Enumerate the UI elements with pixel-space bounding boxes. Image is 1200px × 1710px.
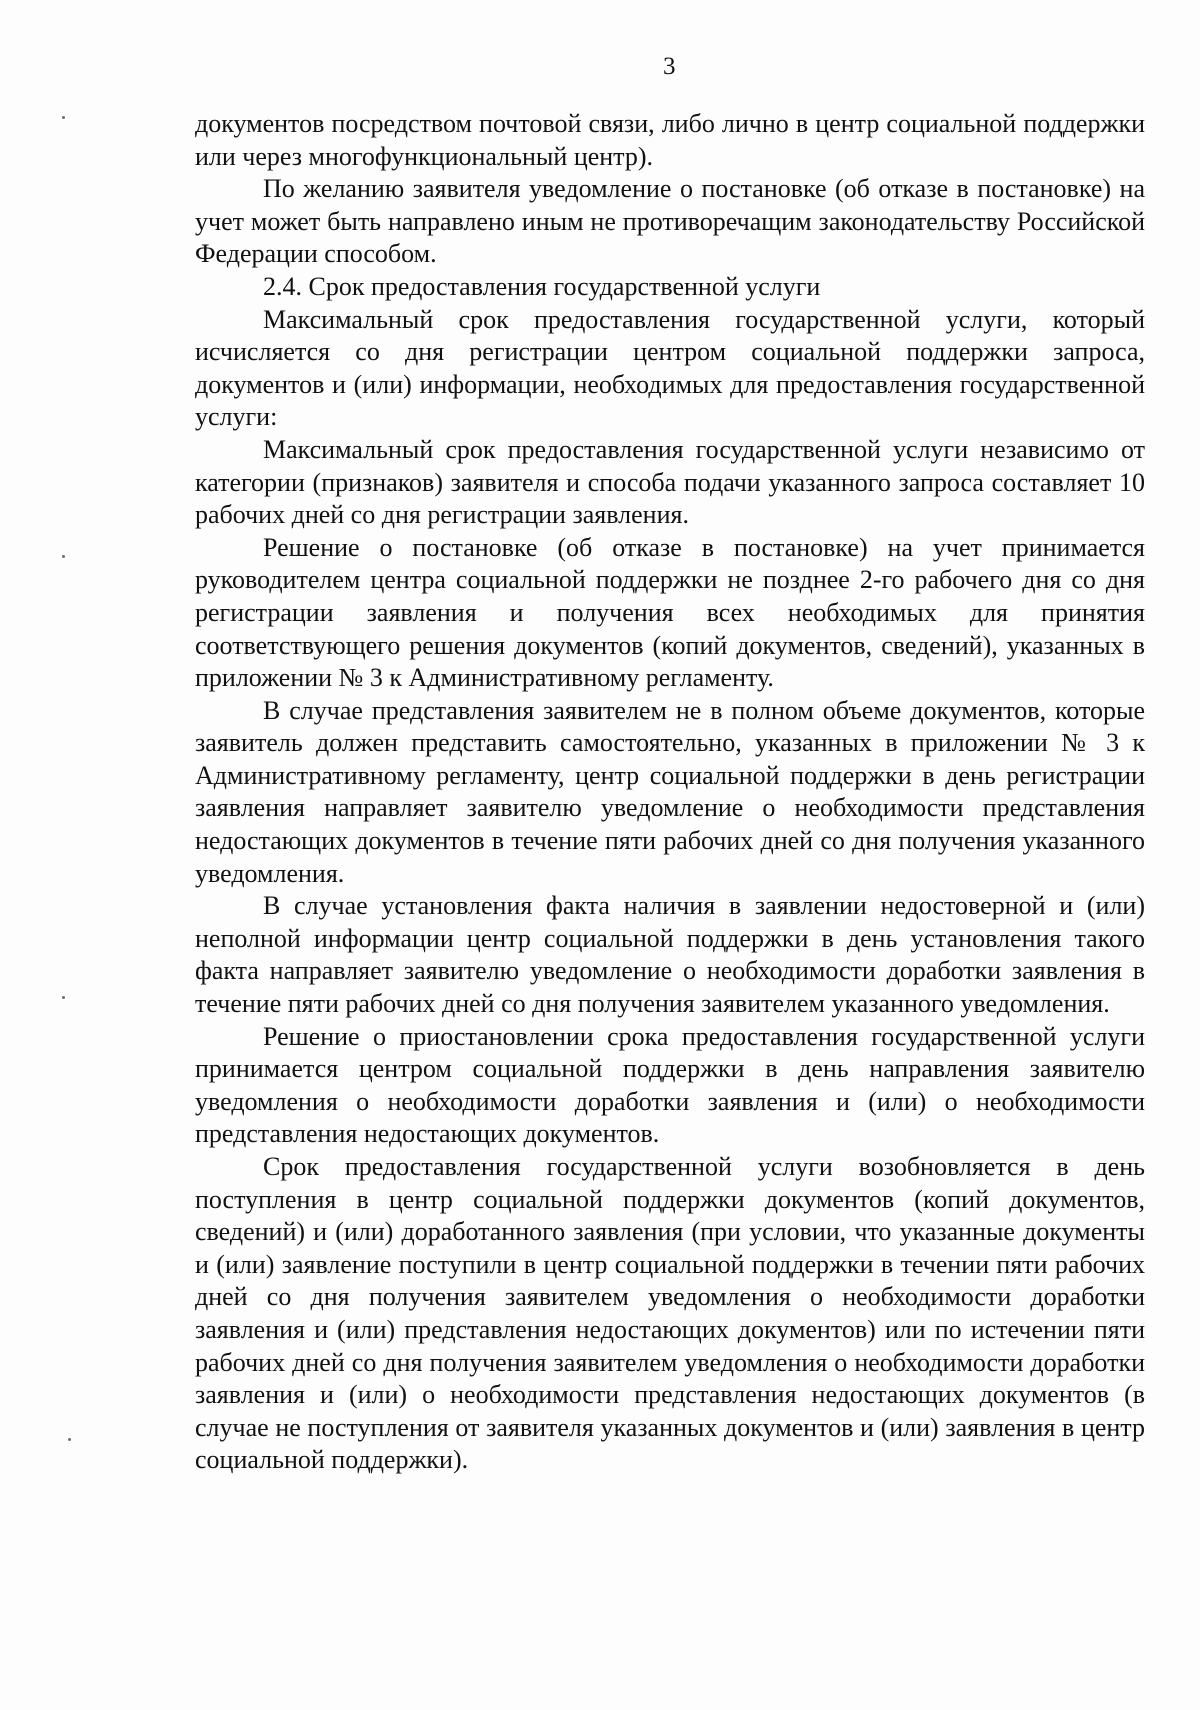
scan-speck <box>62 116 65 119</box>
paragraph-max-term-intro: Максимальный срок предоставления государственной услуги, который исчисляется со дня регистрации центром социальной поддержки запроса, документов и (или) информации, необходимых для предоставления государственной услуги: <box>195 304 1145 432</box>
scan-speck <box>62 996 65 999</box>
scan-speck <box>62 555 65 558</box>
page-number: 3 <box>663 53 676 80</box>
paragraph-suspension-decision: Решение о приостановлении срока предоставления государственной услуги принимается центром социальной поддержки в день направления заявителю уведомления о необходимости доработки заявления и (или) о необходимости представления недостающих документов. <box>195 1021 1145 1149</box>
paragraph-decision-registration: Решение о постановке (об отказе в постановке) на учет принимается руководителем центра социальной поддержки не позднее 2-го рабочего дня со дня регистрации заявления и получения всех необходимых для принятия соответствующего решения документов (копий документов, сведений), указанных в приложении № 3 к Административному регламенту. <box>195 532 1145 693</box>
paragraph-inaccurate-information: В случае установления факта наличия в заявлении недостоверной и (или) неполной информации центр социальной поддержки в день установления такого факта направляет заявителю уведомление о необходимости доработки заявления в течение пяти рабочих дней со дня получения заявителем указанного уведомления. <box>195 891 1145 1019</box>
paragraph-continuation: документов посредством почтовой связи, либо лично в центр социальной поддержки или через многофункциональный центр). <box>195 109 1145 171</box>
paragraph-notification-method: По желанию заявителя уведомление о постановке (об отказе в постановке) на учет может быть направлено иным не противоречащим законодательству Российской Федерации способом. <box>195 174 1145 269</box>
scan-speck <box>68 1438 71 1441</box>
document-body <box>195 108 1145 1477</box>
paragraph-incomplete-documents: В случае представления заявителем не в полном объеме документов, которые заявитель должен представить самостоятельно, указанных в приложении № 3 к Административному регламенту, центр социальной поддержки в день регистрации заявления направляет заявителю уведомление о необходимости представления недостающих документов в течение пяти рабочих дней со дня получения указанного уведомления. <box>195 695 1145 888</box>
paragraph-max-term-days: Максимальный срок предоставления государственной услуги независимо от категории (признаков) заявителя и способа подачи указанного запроса составляет 10 рабочих дней со дня регистрации заявления. <box>195 434 1145 530</box>
paragraph-term-resumption: Срок предоставления государственной услуги возобновляется в день поступления в центр социальной поддержки документов (копий документов, сведений) и (или) доработанного заявления (при условии, что указанные документы и (или) заявление поступили в центр социальной поддержки в течении пяти рабочих дней со дня получения заявителем уведомления о необходимости доработки заявления и (или) представления недостающих документов) или по истечении пяти рабочих дней со дня получения заявителем уведомления о необходимости доработки заявления и (или) о необходимости представления недостающих документов (в случае не поступления от заявителя указанных документов и (или) заявления в центр социальной поддержки). <box>195 1152 1145 1475</box>
section-heading-2-4: 2.4. Срок предоставления государственной услуги <box>263 271 821 301</box>
